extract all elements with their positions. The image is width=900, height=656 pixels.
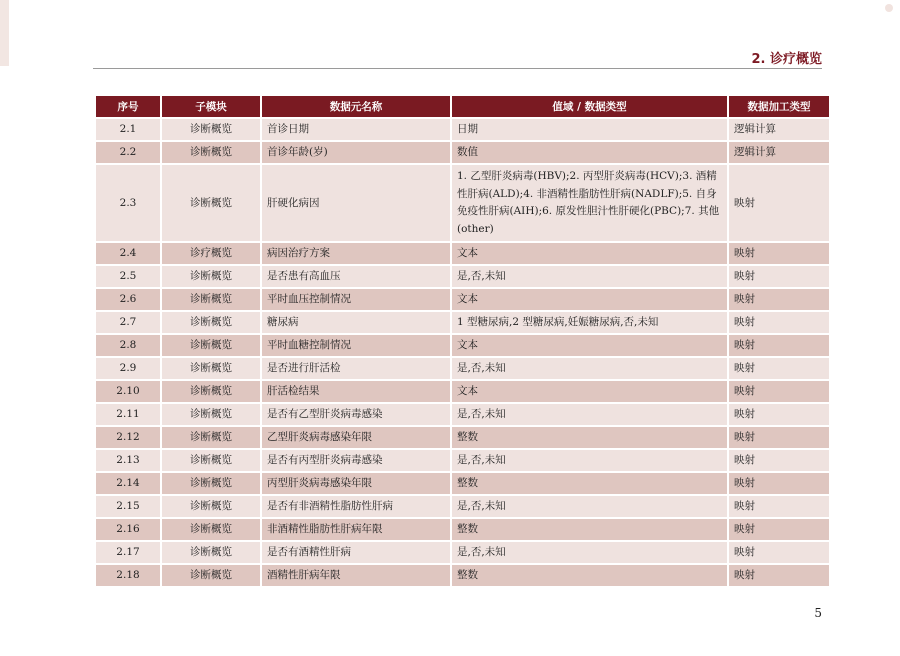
cell-range: 文本	[452, 335, 727, 356]
cell-range: 1. 乙型肝炎病毒(HBV);2. 丙型肝炎病毒(HCV);3. 酒精性肝病(ALD);4. 非酒精性脂肪性肝病(NADLF);5. 自身免疫性肝病(AIH);6. 原发性胆汁性肝硬化(PBC);7. 其他(other)	[452, 165, 727, 241]
cell-name: 酒精性肝病年限	[262, 565, 450, 586]
cell-range: 整数	[452, 519, 727, 540]
table-row	[96, 142, 829, 163]
cell-id: 2.18	[96, 565, 160, 586]
cell-name: 是否患有高血压	[262, 266, 450, 287]
cell-name: 是否有乙型肝炎病毒感染	[262, 404, 450, 425]
cell-processing: 映射	[729, 519, 829, 540]
column-header-name: 数据元名称	[262, 96, 450, 117]
cell-processing: 映射	[729, 165, 829, 241]
cell-id: 2.1	[96, 119, 160, 140]
cell-module: 诊断概览	[162, 335, 260, 356]
table-row	[96, 289, 829, 310]
cell-id: 2.10	[96, 381, 160, 402]
cell-module: 诊疗概览	[162, 243, 260, 264]
cell-name: 乙型肝炎病毒感染年限	[262, 427, 450, 448]
cell-id: 2.4	[96, 243, 160, 264]
cell-processing: 映射	[729, 243, 829, 264]
cell-range: 是,否,未知	[452, 266, 727, 287]
cell-id: 2.14	[96, 473, 160, 494]
cell-range: 是,否,未知	[452, 496, 727, 517]
table-row	[96, 473, 829, 494]
data-element-table	[94, 94, 831, 588]
column-header-id: 序号	[96, 96, 160, 117]
table-row	[96, 519, 829, 540]
cell-range: 是,否,未知	[452, 542, 727, 563]
cell-module: 诊断概览	[162, 496, 260, 517]
cell-name: 是否有非酒精性脂肪性肝病	[262, 496, 450, 517]
table-row	[96, 542, 829, 563]
table-header-row	[96, 96, 829, 117]
cell-id: 2.15	[96, 496, 160, 517]
cell-range: 日期	[452, 119, 727, 140]
cell-processing: 映射	[729, 358, 829, 379]
cell-processing: 逻辑计算	[729, 119, 829, 140]
table-row	[96, 358, 829, 379]
column-header-processing: 数据加工类型	[729, 96, 829, 117]
cell-name: 肝活检结果	[262, 381, 450, 402]
cell-range: 整数	[452, 565, 727, 586]
cell-id: 2.9	[96, 358, 160, 379]
cell-processing: 映射	[729, 289, 829, 310]
cell-module: 诊断概览	[162, 289, 260, 310]
cell-processing: 映射	[729, 427, 829, 448]
cell-range: 1 型糖尿病,2 型糖尿病,妊娠糖尿病,否,未知	[452, 312, 727, 333]
cell-range: 数值	[452, 142, 727, 163]
cell-id: 2.16	[96, 519, 160, 540]
cell-name: 平时血压控制情况	[262, 289, 450, 310]
table-row	[96, 496, 829, 517]
cell-module: 诊断概览	[162, 381, 260, 402]
cell-name: 肝硬化病因	[262, 165, 450, 241]
cell-module: 诊断概览	[162, 142, 260, 163]
cell-module: 诊断概览	[162, 266, 260, 287]
cell-module: 诊断概览	[162, 473, 260, 494]
table-row	[96, 312, 829, 333]
cell-processing: 逻辑计算	[729, 142, 829, 163]
table-row	[96, 404, 829, 425]
cell-name: 病因治疗方案	[262, 243, 450, 264]
cell-module: 诊断概览	[162, 519, 260, 540]
cell-processing: 映射	[729, 450, 829, 471]
cell-processing: 映射	[729, 335, 829, 356]
cell-range: 文本	[452, 243, 727, 264]
cell-processing: 映射	[729, 496, 829, 517]
cell-id: 2.17	[96, 542, 160, 563]
table-row	[96, 450, 829, 471]
cell-module: 诊断概览	[162, 427, 260, 448]
cell-name: 是否进行肝活检	[262, 358, 450, 379]
cell-module: 诊断概览	[162, 565, 260, 586]
cell-name: 平时血糖控制情况	[262, 335, 450, 356]
cell-range: 文本	[452, 289, 727, 310]
cell-range: 是,否,未知	[452, 358, 727, 379]
table-row	[96, 427, 829, 448]
cell-name: 糖尿病	[262, 312, 450, 333]
cell-name: 是否有丙型肝炎病毒感染	[262, 450, 450, 471]
cell-module: 诊断概览	[162, 165, 260, 241]
cell-processing: 映射	[729, 266, 829, 287]
header-divider	[93, 68, 822, 69]
corner-dot	[885, 4, 893, 12]
cell-id: 2.8	[96, 335, 160, 356]
cell-id: 2.6	[96, 289, 160, 310]
cell-processing: 映射	[729, 381, 829, 402]
cell-range: 文本	[452, 381, 727, 402]
cell-range: 整数	[452, 427, 727, 448]
cell-processing: 映射	[729, 565, 829, 586]
cell-processing: 映射	[729, 312, 829, 333]
cell-id: 2.11	[96, 404, 160, 425]
table-row	[96, 165, 829, 241]
cell-name: 首诊日期	[262, 119, 450, 140]
table-row	[96, 119, 829, 140]
cell-range: 是,否,未知	[452, 450, 727, 471]
section-title: 2. 诊疗概览	[751, 52, 822, 67]
cell-module: 诊断概览	[162, 450, 260, 471]
table-row	[96, 381, 829, 402]
cell-module: 诊断概览	[162, 312, 260, 333]
table-row	[96, 266, 829, 287]
cell-name: 是否有酒精性肝病	[262, 542, 450, 563]
cell-name: 首诊年龄(岁)	[262, 142, 450, 163]
column-header-range: 值域 / 数据类型	[452, 96, 727, 117]
column-header-module: 子模块	[162, 96, 260, 117]
cell-module: 诊断概览	[162, 358, 260, 379]
page-number: 5	[814, 606, 822, 620]
cell-id: 2.7	[96, 312, 160, 333]
cell-module: 诊断概览	[162, 119, 260, 140]
table-row	[96, 335, 829, 356]
cell-processing: 映射	[729, 404, 829, 425]
cell-name: 丙型肝炎病毒感染年限	[262, 473, 450, 494]
cell-processing: 映射	[729, 473, 829, 494]
cell-processing: 映射	[729, 542, 829, 563]
cell-range: 整数	[452, 473, 727, 494]
table-row	[96, 243, 829, 264]
cell-id: 2.2	[96, 142, 160, 163]
cell-range: 是,否,未知	[452, 404, 727, 425]
cell-name: 非酒精性脂肪性肝病年限	[262, 519, 450, 540]
cell-id: 2.5	[96, 266, 160, 287]
cell-id: 2.12	[96, 427, 160, 448]
table-row	[96, 565, 829, 586]
cell-module: 诊断概览	[162, 542, 260, 563]
cell-id: 2.13	[96, 450, 160, 471]
corner-decoration	[0, 0, 9, 66]
cell-module: 诊断概览	[162, 404, 260, 425]
cell-id: 2.3	[96, 165, 160, 241]
